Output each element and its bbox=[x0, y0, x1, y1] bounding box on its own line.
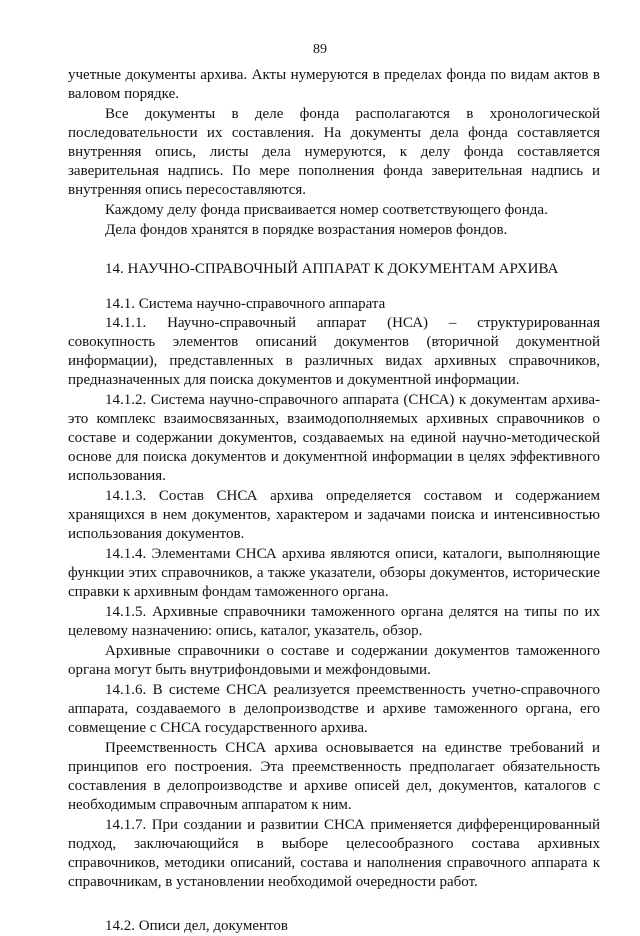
paragraph bbox=[68, 201, 600, 220]
text-line: хранящихся в нем документов, характером и задачами поиска и интенсивностью bbox=[68, 507, 600, 523]
text-line: информации), представленных в различных видах архивных справочников, bbox=[68, 353, 600, 369]
text-line: предназначенных для поиска документов и документной информации. bbox=[68, 372, 520, 388]
text-line: справки к архивным фондам таможенного органа. bbox=[68, 584, 389, 600]
paragraph bbox=[68, 545, 600, 602]
text-line: совмещение с СНСА государственного архива. bbox=[68, 720, 368, 736]
text-line: заверительная надпись. По мере пополнения фонда заверительная надпись и bbox=[68, 163, 600, 179]
text-line: 14.1.5. Архивные справочники таможенного органа делятся на типы по их bbox=[105, 604, 600, 620]
subsection-heading: 14.2. Описи дел, документов bbox=[105, 918, 288, 934]
text-line: необходимым справочным аппаратом к ним. bbox=[68, 797, 352, 813]
subsection-heading: 14.1. Система научно-справочного аппарата bbox=[105, 296, 386, 312]
text-line: 14.1.3. Состав СНСА архива определяется составом и содержанием bbox=[105, 488, 600, 504]
text-line: составления в делопроизводстве и архиве описей дел, документов, каталогов с bbox=[68, 778, 600, 794]
page-number: 89 bbox=[313, 42, 327, 57]
paragraph bbox=[68, 642, 600, 680]
paragraph bbox=[68, 487, 600, 544]
text-line: использования документов. bbox=[68, 526, 245, 542]
text-line: целевому назначению: опись, каталог, указатель, обзор. bbox=[68, 623, 423, 639]
text-line: составе и содержании документов, создаваемых на единой научно-методической bbox=[68, 430, 600, 446]
text-line: Дела фондов хранятся в порядке возрастания номеров фондов. bbox=[105, 222, 508, 238]
paragraph bbox=[68, 816, 600, 892]
paragraph bbox=[68, 391, 600, 486]
text-line: подход, заключающийся в выборе целесообразного состава архивных bbox=[68, 836, 600, 852]
text-line: аппарата, создаваемого в делопроизводстве и архиве таможенного органа, его bbox=[68, 701, 600, 717]
paragraph bbox=[68, 105, 600, 200]
text-line: валовом порядке. bbox=[68, 86, 179, 102]
paragraph bbox=[68, 681, 600, 738]
text-line: совокупность элементов описаний документов (вторичной документной bbox=[68, 334, 600, 350]
section-paragraphs bbox=[68, 314, 600, 892]
text-line: основе для поиска документов и документной информации в целях эффективного bbox=[68, 449, 600, 465]
text-line: Все документы в деле фонда располагаются в хронологической bbox=[105, 106, 600, 122]
text-line: Каждому делу фонда присваивается номер соответствующего фонда. bbox=[105, 202, 548, 218]
text-line: внутренняя опись пересоставляются. bbox=[68, 182, 307, 198]
text-line: 14.1.6. В системе СНСА реализуется преемственность учетно-справочного bbox=[105, 682, 600, 698]
section-heading: 14. НАУЧНО-СПРАВОЧНЫЙ АППАРАТ К ДОКУМЕНТАМ АРХИВА bbox=[105, 261, 559, 277]
text-line: функции этих справочников, а также указатели, обзоры документов, исторические bbox=[68, 565, 600, 581]
text-line: 14.1.7. При создании и развитии СНСА применяется дифференцированный bbox=[105, 817, 600, 833]
text-line: принципов его построения. Эта преемственность предполагает обязательность bbox=[68, 759, 600, 775]
text-line: 14.1.4. Элементами СНСА архива являются описи, каталоги, выполняющие bbox=[105, 546, 600, 562]
text-line: 14.1.1. Научно-справочный аппарат (НСА) – структурированная bbox=[105, 315, 600, 331]
paragraph bbox=[68, 221, 600, 240]
text-line: Архивные справочники о составе и содержании документов таможенного bbox=[105, 643, 600, 659]
paragraph bbox=[68, 603, 600, 641]
text-line: использования. bbox=[68, 468, 166, 484]
text-line: справочников, методики описаний, состава и наполнения справочного аппарата к bbox=[68, 855, 600, 871]
paragraph bbox=[68, 314, 600, 390]
text-line: последовательности их составления. На документы дела фонда составляется bbox=[68, 125, 600, 141]
text-line: 14.1.2. Система научно-справочного аппарата (СНСА) к документам архива- bbox=[105, 392, 600, 408]
paragraph bbox=[68, 66, 600, 104]
text-line: это комплекс взаимосвязанных, взаимодополняемых архивных справочников о bbox=[68, 411, 600, 427]
text-line: справочникам, в установлении необходимой очередности работ. bbox=[68, 874, 478, 890]
text-line: Преемственность СНСА архива основывается на единстве требований и bbox=[105, 740, 600, 756]
text-line: органа могут быть внутрифондовыми и межфондовыми. bbox=[68, 662, 431, 678]
document-body bbox=[68, 66, 600, 936]
top-paragraphs bbox=[68, 66, 600, 240]
paragraph bbox=[68, 739, 600, 815]
text-line: внутренняя опись, листы дела нумеруются, к делу фонда составляется bbox=[68, 144, 600, 160]
text-line: учетные документы архива. Акты нумеруются в пределах фонда по видам актов в bbox=[68, 67, 600, 83]
